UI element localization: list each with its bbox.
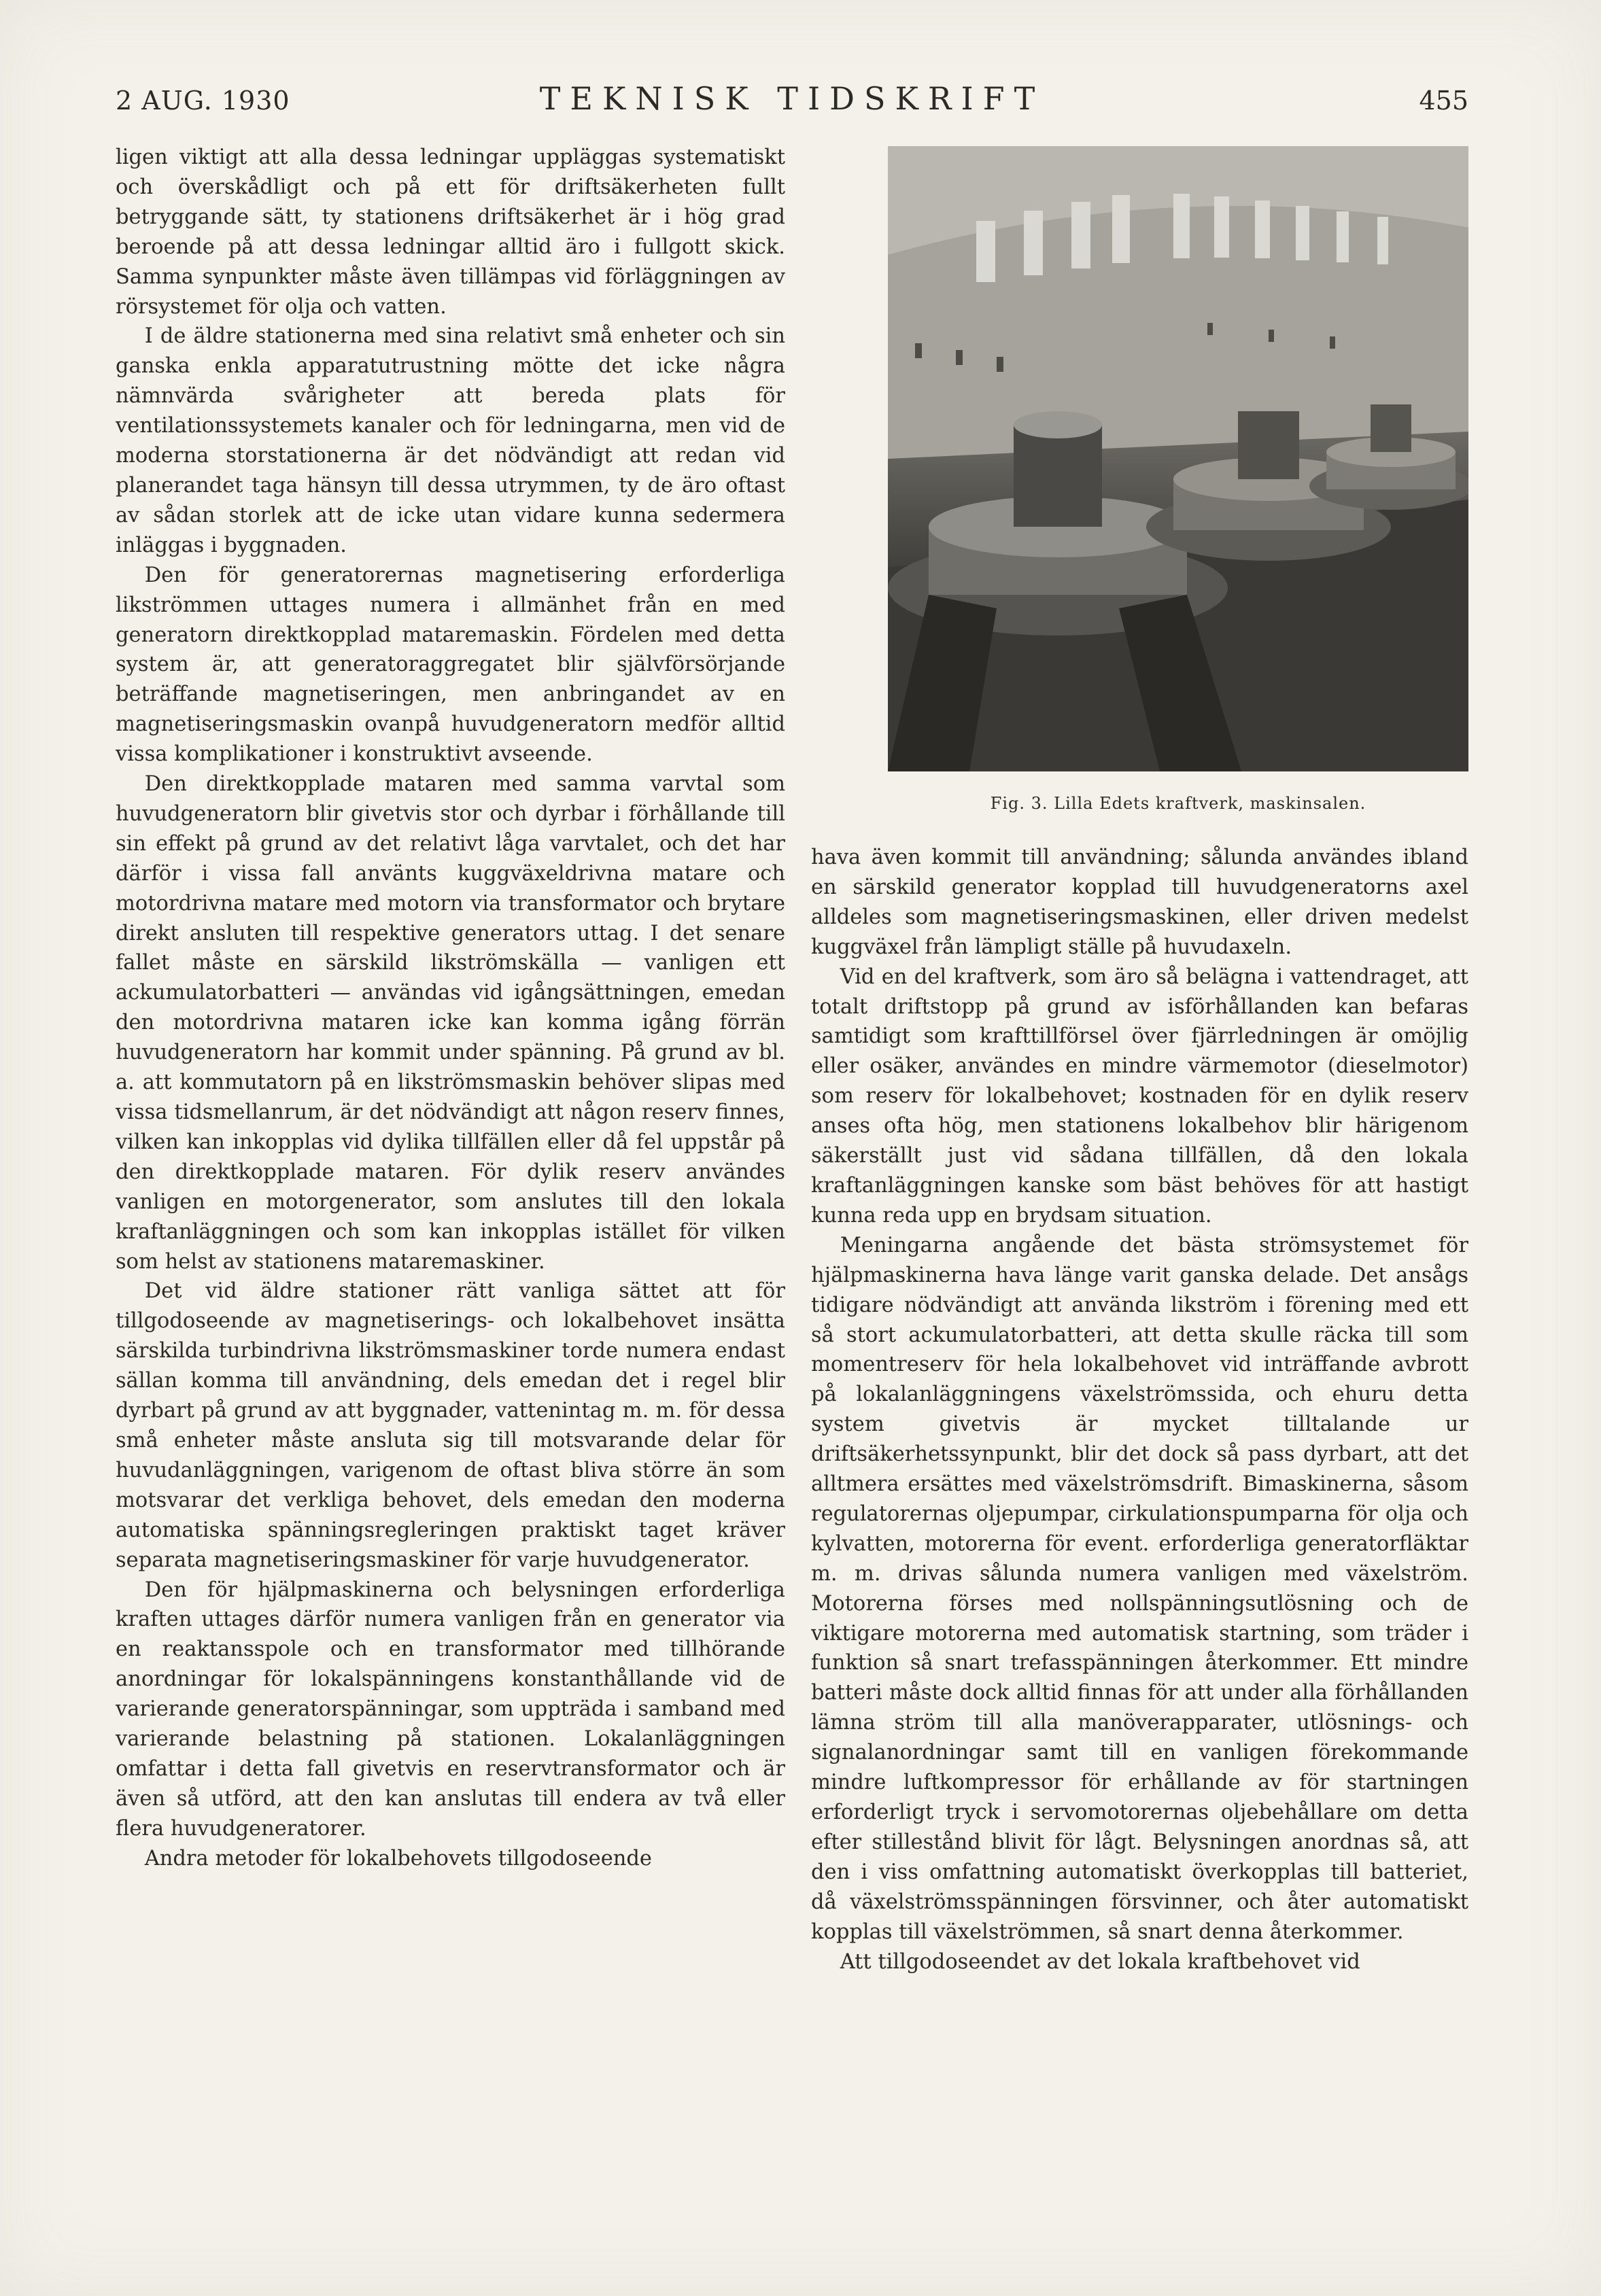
page-header xyxy=(116,80,1468,128)
photo-illustration xyxy=(888,146,1468,771)
paragraph: Den för generatorernas magnetisering erforderliga likströmmen uttages numera i allmänhet från en med generatorn direktkopplad mataremaskin. Fördelen med detta system är, att generatoraggregatet blir självförsörjande beträffande magnetiseringen, men anbringandet av en magnetiseringsmaskin ovanpå huvudgeneratorn medför alltid vissa komplikationer i konstruktivt avseende. xyxy=(116,563,785,767)
paragraph: Den direktkopplade mataren med samma varvtal som huvudgeneratorn blir givetvis stor och dyrbar i förhållande till sin effekt på grund av det relativt låga varvtalet, och det har därför i vissa fall använts kuggväxeldrivna matare och motordrivna matare med motorn via transformator och brytare direkt ansluten till respektive generators uttag. I det senare fallet måste en särskild likströmskälla — vanligen ett ackumulatorbatteri — användas vid igångsättningen, emedan den motordrivna mataren icke kan komma igång förrän huvudgeneratorn har kommit under spänning. På grund av bl. a. att kommutatorn på en likströmsmaskin behöver slipas med vissa tidsmellanrum, är det nödvändigt att någon reserv finnes, vilken kan inkopplas vid dylika tillfällen eller då fel uppstår på den direktkopplade mataren. För dylik reserv användes vanligen en motorgenerator, som anslutes till den lokala kraftanläggningen och som kan inkopplas istället för vilken som helst av stationens mataremaskiner. xyxy=(116,772,785,1274)
paragraph: Det vid äldre stationer rätt vanliga sättet att för tillgodoseende av magnetiserings- och lokalbehovet insätta särskilda turbindrivna likströmsmaskiner torde numera endast sällan komma till användning, dels emedan det i regel blir dyrbart på grund av att byggnader, vattenintag m. m. för dessa små enheter måste ansluta sig till motsvarande delar för huvudanläggningen, varigenom de oftast bliva större än som motsvarar det verkliga behovet, dels emedan den moderna automatiska spänningsregleringen praktiskt taget kräver separata magnetiseringsmaskiner för varje huvudgenerator. xyxy=(116,1279,785,1572)
journal-title: TEKNISK TIDSKRIFT xyxy=(539,80,1045,117)
paragraph: ligen viktigt att alla dessa ledningar uppläggas systematiskt och överskådligt och på ett för driftsäkerheten fullt betryggande sätt, ty stationens driftsäkerhet är i hög grad beroende på att dessa ledningar alltid äro i fullgott skick. Samma synpunkter måste även tillämpas vid förläggningen av rörsystemet för olja och vatten. xyxy=(116,145,785,319)
paragraph: Meningarna angående det bästa strömsystemet för hjälpmaskinerna hava länge varit ganska delade. Det ansågs tidigare nödvändigt att använda likström i förening med ett så stort ackumulatorbatteri, att detta skulle räcka till som momentreserv för hela lokalbehovet vid inträffande avbrott på lokalanläggningens växelströmssida, och ehuru detta system givetvis är mycket tilltalande ur driftsäkerhetssynpunkt, blir det dock så pass dyrbart, att det alltmera ersättes med växelströmsdrift. Bimaskinerna, såsom regulatorernas oljepumpar, cirkulationspumparna för olja och kylvatten, motorerna för event. erforderliga generatorfläktar m. m. drivas sålunda numera vanligen med växelström. Motorerna förses med nollspänningsutlösning och de viktigare motorerna med automatisk startning, som träder i funktion så snart trefasspänningen återkommer. Ett mindre batteri måste dock alltid finnas för att under alla förhållanden lämna ström till alla manöverapparater, utlösnings- och signalanordningar samt till en vanligen förekommande mindre luftkompressor för erhållande av för startningen erforderligt tryck i servomotorernas oljebehållare om detta efter stillestånd blivit för lågt. Belysningen anordnas så, att den i viss omfattning automatiskt överkopplas till batteriet, då växelströmsspänningen försvinner, och åter automatiskt kopplas till växelströmmen, så snart denna återkommer. xyxy=(811,1233,1468,1944)
paragraph: Andra metoder för lokalbehovets tillgodoseende xyxy=(144,1846,652,1871)
paragraph: I de äldre stationerna med sina relativt små enheter och sin ganska enkla apparatutrustning mötte det icke några nämnvärda svårigheter att bereda plats för ventilationssystemets kanaler och för ledningarna, men vid de moderna storstationerna är det nödvändigt att redan vid planerandet taga hänsyn till dessa utrymmen, ty de äro oftast av sådan storlek att de icke utan vidare kunna sedermera inläggas i byggnaden. xyxy=(116,324,785,557)
paragraph: Vid en del kraftverk, som äro så belägna i vattendraget, att totalt driftstopp på grund av isförhållanden kan befaras samtidigt som krafttillförsel över fjärrledningen är omöjlig eller osäker, användes en mindre värmemotor (dieselmotor) som reserv för lokalbehovet; kostnaden för en dylik reserv anses ofta hög, men stationens lokalbehov blir härigenom säkerställt just vid sådana tillfällen, då den lokala kraftanläggningen kanske som bäst behöves för att hastigt kunna reda upp en brydsam situation. xyxy=(811,964,1468,1228)
paragraph: Att tillgodoseendet av det lokala kraftbehovet vid xyxy=(840,1949,1360,1974)
right-column xyxy=(811,843,1468,2175)
page-number: 455 xyxy=(1419,86,1468,116)
figure-caption: Fig. 3. Lilla Edets kraftverk, maskinsalen. xyxy=(990,794,1366,813)
issue-date: 2 AUG. 1930 xyxy=(116,86,290,116)
machine-hall-photo xyxy=(888,146,1468,771)
paragraph: hava även kommit till användning; sålunda användes ibland en särskild generator kopplad till huvudgeneratorns axel alldeles som magnetiseringsmaskinen, eller driven medelst kuggväxel från lämpligt ställe på huvudaxeln. xyxy=(811,846,1468,959)
left-column xyxy=(116,143,785,2182)
paragraph: Den för hjälpmaskinerna och belysningen erforderliga kraften uttages därför numera vanligen från en generator via en reaktansspole och en transformator med tillhörande anordningar för lokalspänningens konstanthållande vid de varierande generatorspänningar, som uppträda i samband med varierande belastning på stationen. Lokalanläggningen omfattar i detta fall givetvis en reservtransformator och är även så utförd, att den kan anslutas till endera av två eller flera huvudgeneratorer. xyxy=(116,1578,785,1841)
